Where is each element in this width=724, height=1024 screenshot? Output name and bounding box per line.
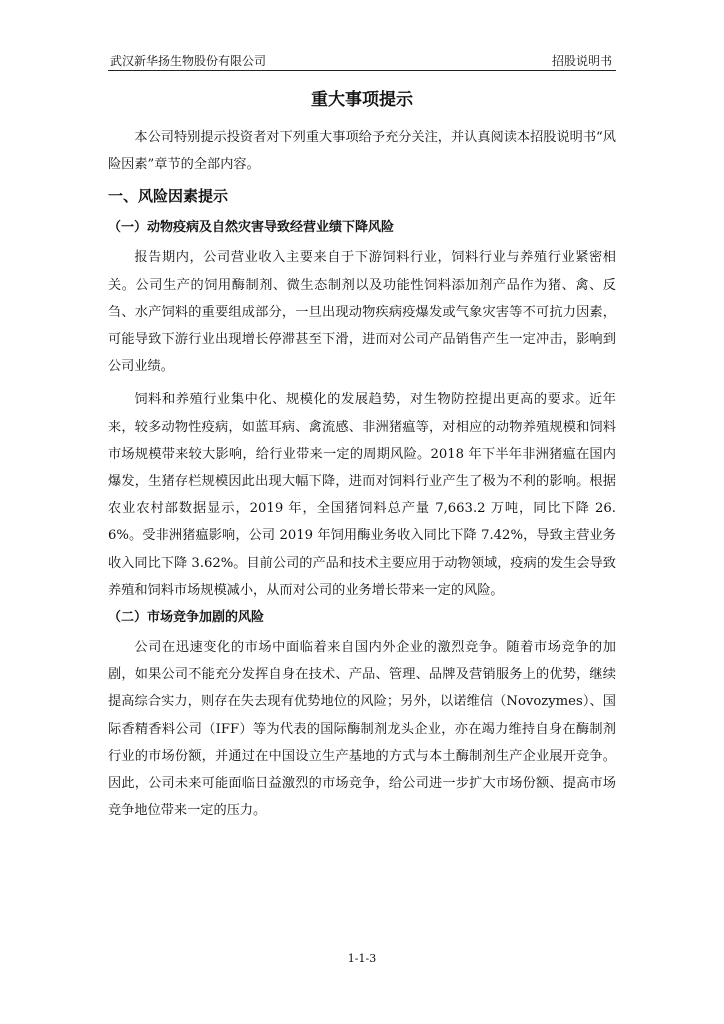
page-number: 1-1-3 xyxy=(347,952,377,965)
paragraph: 报告期内，公司营业收入主要来自于下游饲料行业，饲料行业与养殖行业紧密相关。公司生产的饲用酶制剂、微生态制剂以及功能性饲料添加剂产品作为猪、禽、反刍、水产饲料的重要组成部分，一旦出现动物疾病疫爆发或气象灾害等不可抗力因素，可能导致下游行业出现增长停滞甚至下滑，进而对公司产品销售产生一定冲击，影响到公司业绩。 xyxy=(108,250,616,375)
document-type: 招股说明书 xyxy=(551,54,612,68)
page-title: 重大事项提示 xyxy=(311,90,413,110)
paragraph: 饲料和养殖行业集中化、规模化的发展趋势，对生物防控提出更高的要求。近年来，较多动物性疫病，如蓝耳病、禽流感、非洲猪瘟等，对相应的动物养殖规模和饲料市场规模带来较大影响，给行业带来一定的周期风险。2018 年下半年非洲猪瘟在国内爆发，生猪存栏规模因此出现大幅下降，进而对饲料行业产生了极为不利的影响。根据农业农村部数据显示，2019 年，全国猪饲料总产量 7,663.2 万吨，同比下降 26.6%。受非洲猪瘟影响，公司 2019 年饲用酶业务收入同比下降 7.42%，导致主营业务收入同比下降 3.62%。目前公司的产品和技术主要应用于动物领域，疫病的发生会导致养殖和饲料市场规模减小，从而对公司的业务增长带来一定的风险。 xyxy=(108,392,616,598)
paragraph: 公司在迅速变化的市场中面临着来自国内外企业的激烈竞争。随着市场竞争的加剧，如果公司不能充分发挥自身在技术、产品、管理、品牌及营销服务上的优势，继续提高综合实力，则存在失去现有优势地位的风险；另外，以诺维信（Novozymes）、国际香精香料公司（IFF）等为代表的国际酶制剂龙头企业，亦在竭力维持自身在酶制剂行业的市场份额，并通过在中国设立生产基地的方式与本土酶制剂生产企业展开竞争。因此，公司未来可能面临日益激烈的市场竞争，给公司进一步扩大市场份额、提高市场竞争地位带来一定的压力。 xyxy=(108,640,616,819)
subsection-heading-competition-risk: （二）市场竞争加剧的风险 xyxy=(108,610,265,626)
document-body xyxy=(108,88,616,824)
subsection-heading-disease-risk: （一）动物疫病及自然灾害导致经营业绩下降风险 xyxy=(108,220,395,236)
intro-paragraph: 本公司特别提示投资者对下列重大事项给予充分关注，并认真阅读本招股说明书“风险因素”章节的全部内容。 xyxy=(108,130,616,173)
company-name: 武汉新华扬生物股份有限公司 xyxy=(110,54,267,68)
section-heading-risk-factors: 一、风险因素提示 xyxy=(108,187,229,206)
page-header xyxy=(108,52,616,71)
